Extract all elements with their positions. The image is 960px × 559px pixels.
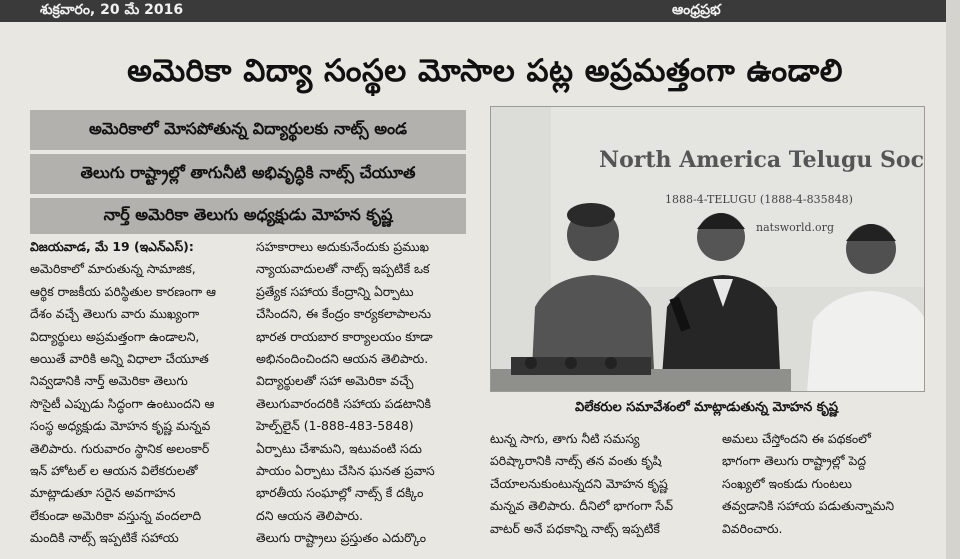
issue-date: శుక్రవారం, 20 మే 2016 bbox=[40, 2, 184, 18]
article-line: న్యాయవాదులతో నాట్స్ ఇప్పటికే ఒక bbox=[256, 261, 430, 277]
article-line: మన్నవ తెలిపారు. దీనిలో భాగంగా సేవ్ bbox=[490, 498, 674, 514]
article-line: భాగంగా తెలుగు రాష్ట్రాల్లో పెద్ద bbox=[722, 453, 866, 469]
article-column-3 bbox=[490, 428, 712, 540]
article-line: అమలు చేస్తోందని ఈ పథకంలో bbox=[722, 431, 871, 446]
article-line: తవ్వడానికి సహాయ పడుతున్నామని bbox=[722, 498, 895, 514]
article-line: విద్యార్థులు అప్రమత్తంగా ఉండాలని, bbox=[30, 328, 200, 344]
banner-phone: 1888-4-TELUGU (1888-4-835848) bbox=[665, 193, 853, 206]
subheading-2: తెలుగు రాష్ట్రాల్లో తాగునీటి అభివృద్ధికి నాట్స్ చేయూత bbox=[30, 154, 466, 194]
article-column-2 bbox=[256, 236, 470, 549]
article-column-1 bbox=[30, 236, 242, 549]
article-line: చేయాలనుకుంటున్నదని మోహన కృష్ణ bbox=[490, 475, 668, 491]
press-meet-photo bbox=[490, 106, 925, 392]
article-line: భారతీయ సంఘాల్లో నాట్స్ కే దక్కిం bbox=[256, 485, 424, 501]
article-line: సంఖ్యలో ఇంకుడు గుంటలు bbox=[722, 475, 852, 491]
article-line: దేశం వచ్చే తెలుగు వారు ముఖ్యంగా bbox=[30, 306, 200, 322]
article-line: వాటర్ అనే పధకాన్ని నాట్స్ ఇప్పటికే bbox=[490, 520, 660, 536]
headline: అమెరికా విద్యా సంస్థల మోసాల పట్ల అప్రమత్తంగా ఉండాలి bbox=[127, 52, 843, 89]
article-line: భారత రాయబార కార్యాలయం కూడా bbox=[256, 328, 433, 344]
article-line: పాయం ఏర్పాటు చేసిన ఘనత ప్రవాస bbox=[256, 462, 435, 478]
article-line: తెలుగువారందరికి సహాయ పడటానికి bbox=[256, 395, 432, 411]
article-line: ఆర్థిక రాజకీయ పరిస్థితుల కారణంగా ఆ bbox=[30, 283, 217, 299]
article-line: టున్న సాగు, తాగు నీటి సమస్య bbox=[490, 431, 640, 446]
banner-website: natsworld.org bbox=[756, 221, 834, 234]
banner-title: North America Telugu Soc bbox=[599, 147, 924, 173]
article-line: లేకుండా అమెరికా వస్తున్న వందలాది bbox=[30, 507, 202, 523]
subheading-1: అమెరికాలో మోసపోతున్న విద్యార్థులకు నాట్స్ అండ bbox=[30, 110, 466, 150]
article-line: అభినందించిందని ఆయన తెలిపారు. bbox=[256, 350, 429, 366]
article-line: మందికి నాట్స్ ఇప్పటికే సహాయ bbox=[30, 530, 179, 546]
top-bar bbox=[0, 0, 960, 22]
article-line: అయితే వారికి అన్ని విధాలా చేయూత bbox=[30, 350, 209, 366]
article-line: దని ఆయన తెలిపారు. bbox=[256, 507, 363, 523]
article-line: పరిష్కారానికి నాట్స్ తన వంతు కృషి bbox=[490, 453, 662, 469]
article-line: సంస్థ అధ్యక్షుడు మోహన కృష్ణ మన్నవ bbox=[30, 418, 211, 434]
article-line: సహకారాలు అదుకునేందుకు ప్రముఖ bbox=[256, 239, 429, 254]
article-line: విద్యార్థులతో సహా అమెరికా వచ్చే bbox=[256, 373, 414, 389]
article-line: నివ్వడానికి నార్త్ అమెరికా తెలుగు bbox=[30, 373, 188, 389]
article-line: మాట్లాడుతూ సరైన అవగాహన bbox=[30, 485, 176, 501]
article-line: తెలుగు రాష్ట్రాలు ప్రస్తుతం ఎదుర్కొం bbox=[256, 530, 427, 546]
page-edge bbox=[946, 0, 960, 559]
article-line: తెలిపారు. గురువారం స్థానిక అలంకార్ bbox=[30, 440, 210, 456]
article-line: సొసైటీ ఎప్పుడు సిద్ధంగా ఉంటుందని ఆ bbox=[30, 395, 215, 411]
article-line: ఏర్పాటు చేశామని, ఇటువంటి సదు bbox=[256, 440, 422, 456]
article-line: ఇన్ హోటల్ ల ఆయన విలేకరులతో bbox=[30, 462, 198, 478]
subheading-3: నార్త్ అమెరికా తెలుగు అధ్యక్షుడు మోహన కృష్ణ bbox=[30, 198, 466, 234]
article-line: చేసిందని, ఈ కేంద్రం కార్యకలాపాలను bbox=[256, 306, 432, 322]
article-line: ప్రత్యేక సహాయ కేంద్రాన్ని ఏర్పాటు bbox=[256, 283, 414, 299]
newspaper-name: ఆంధ్రప్రభ bbox=[672, 2, 721, 18]
article-line: విజయవాడ, మే 19 (ఇఎన్ఎస్): bbox=[30, 239, 194, 254]
photo-caption: విలేకరుల సమావేశంలో మాట్లాడుతున్న మోహన కృష్ణ bbox=[575, 400, 838, 415]
article-column-4 bbox=[722, 428, 930, 540]
article-line: వివరించారు. bbox=[722, 520, 783, 536]
article-line: అమెరికాలో మారుతున్న సామాజిక, bbox=[30, 261, 196, 277]
article-line: హెల్ప్‌లైన్ (1-888-483-5848) bbox=[256, 418, 414, 434]
